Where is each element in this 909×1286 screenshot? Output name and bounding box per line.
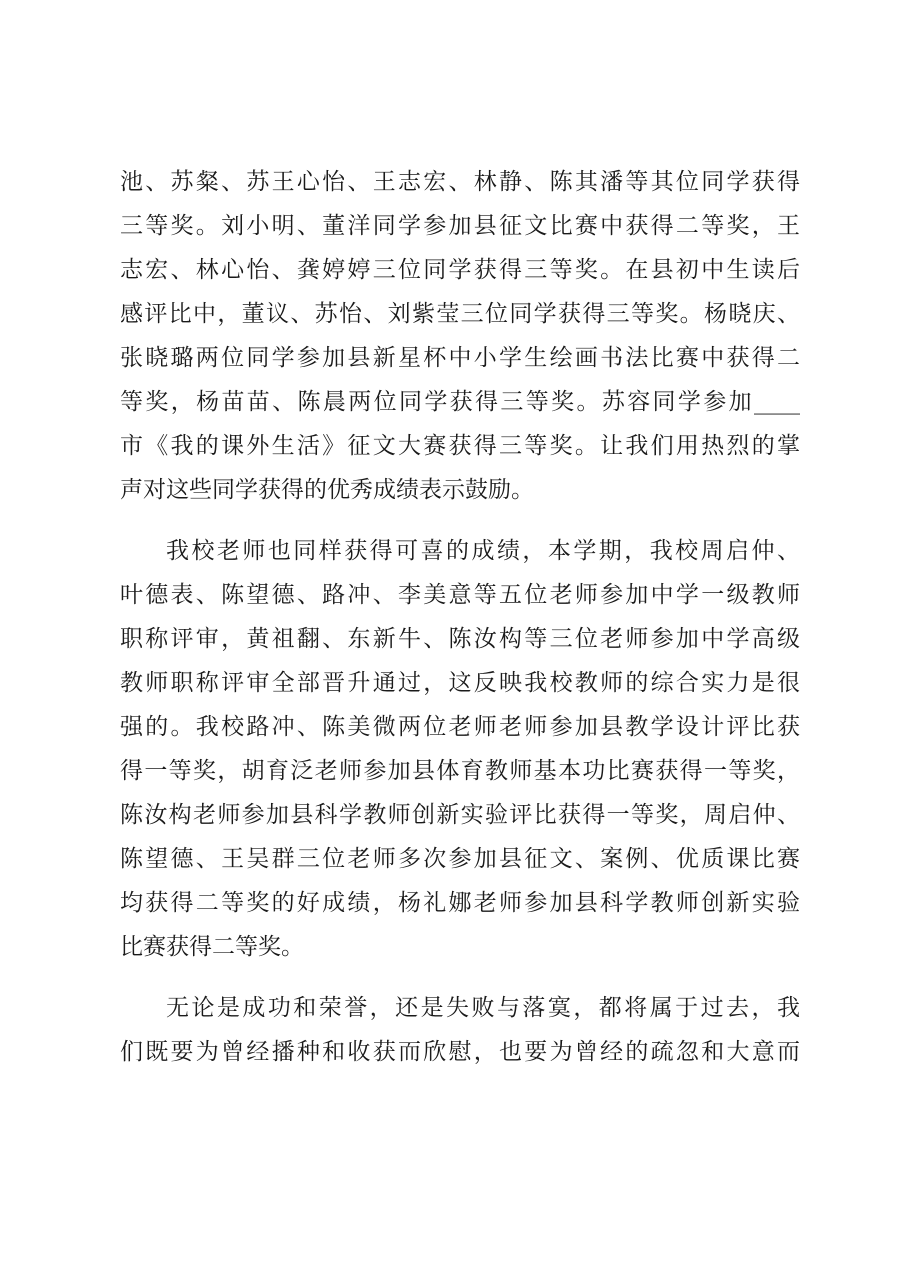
text-line: 我校老师也同样获得可喜的成绩，本学期，我校周启仲、 [166,538,800,564]
paragraph-closing [120,986,800,1074]
text-line: 职称评审，黄祖翻、东新牛、陈汝构等三位老师参加中学高级 [120,626,800,652]
text-line: 市《我的课外生活》征文大赛获得三等奖。让我们用热烈的掌 [120,433,800,459]
text-line: 张晓璐两位同学参加县新星杯中小学生绘画书法比赛中获得二 [120,345,800,371]
text-line: 声对这些同学获得的优秀成绩表示鼓励。 [120,477,534,503]
text-line: 强的。我校路冲、陈美微两位老师老师参加县教学设计评比获 [120,714,800,740]
text-line: 均获得二等奖的好成绩，杨礼娜老师参加县科学教师创新实验 [120,890,800,916]
text-line: 感评比中，董议、苏怡、刘紫莹三位同学获得三等奖。杨晓庆、 [120,301,800,327]
text-line: 陈望德、王吴群三位老师多次参加县征文、案例、优质课比赛 [120,846,800,872]
document-body [120,160,800,1074]
text-line: 池、苏粲、苏王心怡、王志宏、林静、陈其潘等其位同学获得 [120,169,800,195]
paragraph-student-awards [120,160,800,512]
text-line: 们既要为曾经播种和收获而欣慰，也要为曾经的疏忽和大意而 [120,1039,800,1065]
text-line: 陈汝构老师参加县科学教师创新实验评比获得一等奖，周启仲、 [120,802,800,828]
paragraph-spacer [120,969,800,986]
text-line: 比赛获得二等奖。 [120,934,304,960]
paragraph-spacer [120,512,800,529]
text-line: 教师职称评审全部晋升通过，这反映我校教师的综合实力是很 [120,670,800,696]
text-line: 得一等奖，胡育泛老师参加县体育教师基本功比赛获得一等奖， [120,758,800,784]
text-line: 无论是成功和荣誉，还是失败与落寞，都将属于过去，我 [166,995,800,1021]
text-line: 志宏、林心怡、龚婷婷三位同学获得三等奖。在县初中生读后 [120,257,800,283]
text-line: 等奖，杨苗苗、陈晨两位同学获得三等奖。苏容同学参加____ [120,389,800,415]
text-line: 叶德表、陈望德、路冲、李美意等五位老师参加中学一级教师 [120,582,800,608]
text-line: 三等奖。刘小明、董洋同学参加县征文比赛中获得二等奖，王 [120,213,800,239]
paragraph-teacher-awards [120,529,800,969]
